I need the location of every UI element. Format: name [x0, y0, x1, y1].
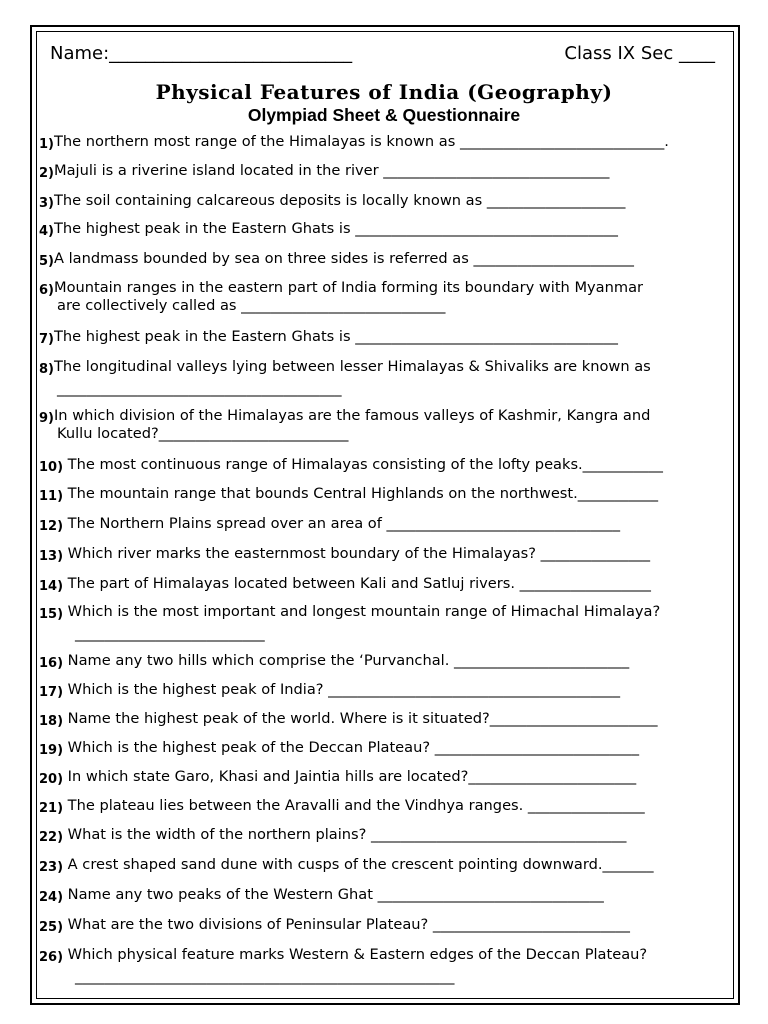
question-text: The soil containing calcareous deposits is locally known as ___________________	[54, 192, 626, 209]
question-text: A crest shaped sand dune with cusps of the crescent pointing downward._______	[63, 856, 654, 873]
question-number: 19)	[39, 743, 64, 758]
question-item	[39, 405, 650, 426]
question-text: Which river marks the easternmost boundary of the Himalayas? _______________	[63, 545, 651, 562]
question-text: Which physical feature marks Western & Eastern edges of the Deccan Plateau?	[63, 946, 648, 963]
question-continuation: _______________________________________	[57, 380, 342, 397]
question-number: 16)	[39, 656, 64, 671]
question-number: 11)	[39, 489, 64, 504]
question-number: 13)	[39, 549, 64, 564]
question-item	[39, 708, 658, 729]
worksheet-subtitle: Olympiad Sheet & Questionnaire	[247, 105, 521, 125]
question-number: 20)	[39, 772, 64, 787]
question-text: Name the highest peak of the world. Where is it situated?_______________________	[63, 710, 658, 727]
question-text: The longitudinal valleys lying between lesser Himalayas & Shivaliks are known as	[54, 358, 651, 375]
question-item	[39, 190, 625, 211]
name-field	[50, 43, 352, 64]
question-item	[39, 766, 636, 787]
question-number: 5)	[39, 254, 54, 269]
question-number: 1)	[39, 137, 54, 152]
question-number: 22)	[39, 830, 64, 845]
question-item	[39, 131, 669, 152]
question-item	[39, 454, 663, 475]
question-text: The most continuous range of Himalayas consisting of the lofty peaks.___________	[63, 456, 663, 473]
worksheet-title: Physical Features of India (Geography)	[155, 80, 613, 104]
question-item	[39, 513, 620, 534]
question-item	[39, 160, 609, 181]
question-number: 9)	[39, 411, 54, 426]
question-number: 8)	[39, 362, 54, 377]
question-number: 24)	[39, 890, 64, 905]
question-number: 2)	[39, 166, 54, 181]
question-item	[39, 326, 618, 347]
question-text: Name any two hills which comprise the ‘Purvanchal. ________________________	[63, 652, 630, 669]
question-item	[39, 573, 651, 594]
question-number: 4)	[39, 224, 54, 239]
question-text: Mountain ranges in the eastern part of India forming its boundary with Myanmar	[54, 279, 644, 296]
question-item	[39, 543, 650, 564]
question-item	[39, 824, 626, 845]
question-continuation: are collectively called as ____________________________	[57, 297, 446, 314]
question-text: In which state Garo, Khasi and Jaintia hills are located?_______________________	[63, 768, 637, 785]
question-item	[39, 218, 618, 239]
question-item	[39, 601, 660, 622]
question-continuation: __________________________	[75, 625, 265, 642]
question-number: 14)	[39, 579, 64, 594]
question-continuation: ____________________________________________________	[75, 968, 455, 985]
question-number: 23)	[39, 860, 64, 875]
question-text: The northern most range of the Himalayas is known as ____________________________.	[54, 133, 669, 150]
question-number: 15)	[39, 607, 64, 622]
question-text: What are the two divisions of Peninsular Plateau? ___________________________	[63, 916, 630, 933]
question-text: Which is the highest peak of India? ________________________________________	[63, 681, 621, 698]
question-number: 26)	[39, 950, 64, 965]
question-number: 25)	[39, 920, 64, 935]
question-number: 17)	[39, 685, 64, 700]
question-item	[39, 944, 647, 965]
question-text: The highest peak in the Eastern Ghats is ____________________________________	[54, 328, 618, 345]
question-number: 12)	[39, 519, 64, 534]
class-label: Class IX Sec	[564, 43, 674, 64]
question-text: Which is the highest peak of the Deccan Plateau? ____________________________	[63, 739, 640, 756]
question-text: Majuli is a riverine island located in the river _______________________________	[54, 162, 610, 179]
name-label: Name:	[50, 43, 110, 64]
question-text: A landmass bounded by sea on three sides is referred as ______________________	[54, 250, 634, 267]
question-item	[39, 914, 630, 935]
class-field	[564, 43, 715, 64]
question-text: The highest peak in the Eastern Ghats is ____________________________________	[54, 220, 618, 237]
question-continuation: Kullu located?__________________________	[57, 425, 349, 442]
question-item	[39, 356, 651, 377]
name-blank: ___________________________	[109, 43, 353, 64]
question-item	[39, 679, 620, 700]
question-text: The Northern Plains spread over an area of ________________________________	[63, 515, 621, 532]
question-text: The mountain range that bounds Central Highlands on the northwest.___________	[63, 485, 659, 502]
question-number: 3)	[39, 196, 54, 211]
question-number: 6)	[39, 283, 54, 298]
class-blank: ____	[679, 43, 715, 64]
question-item	[39, 248, 634, 269]
question-text: What is the width of the northern plains? ___________________________________	[63, 826, 627, 843]
question-text: The part of Himalayas located between Kali and Satluj rivers. __________________	[63, 575, 651, 592]
question-item	[39, 795, 645, 816]
question-text: The plateau lies between the Aravalli and the Vindhya ranges. ________________	[63, 797, 645, 814]
question-number: 21)	[39, 801, 64, 816]
question-item	[39, 650, 629, 671]
question-number: 10)	[39, 460, 64, 475]
question-item	[39, 483, 658, 504]
question-item	[39, 737, 639, 758]
question-text: In which division of the Himalayas are the famous valleys of Kashmir, Kangra and	[54, 407, 651, 424]
question-text: Name any two peaks of the Western Ghat _______________________________	[63, 886, 604, 903]
question-number: 7)	[39, 332, 54, 347]
question-item	[39, 884, 604, 905]
question-item	[39, 854, 654, 875]
question-item	[39, 277, 643, 298]
question-number: 18)	[39, 714, 64, 729]
question-text: Which is the most important and longest mountain range of Himachal Himalaya?	[63, 603, 661, 620]
